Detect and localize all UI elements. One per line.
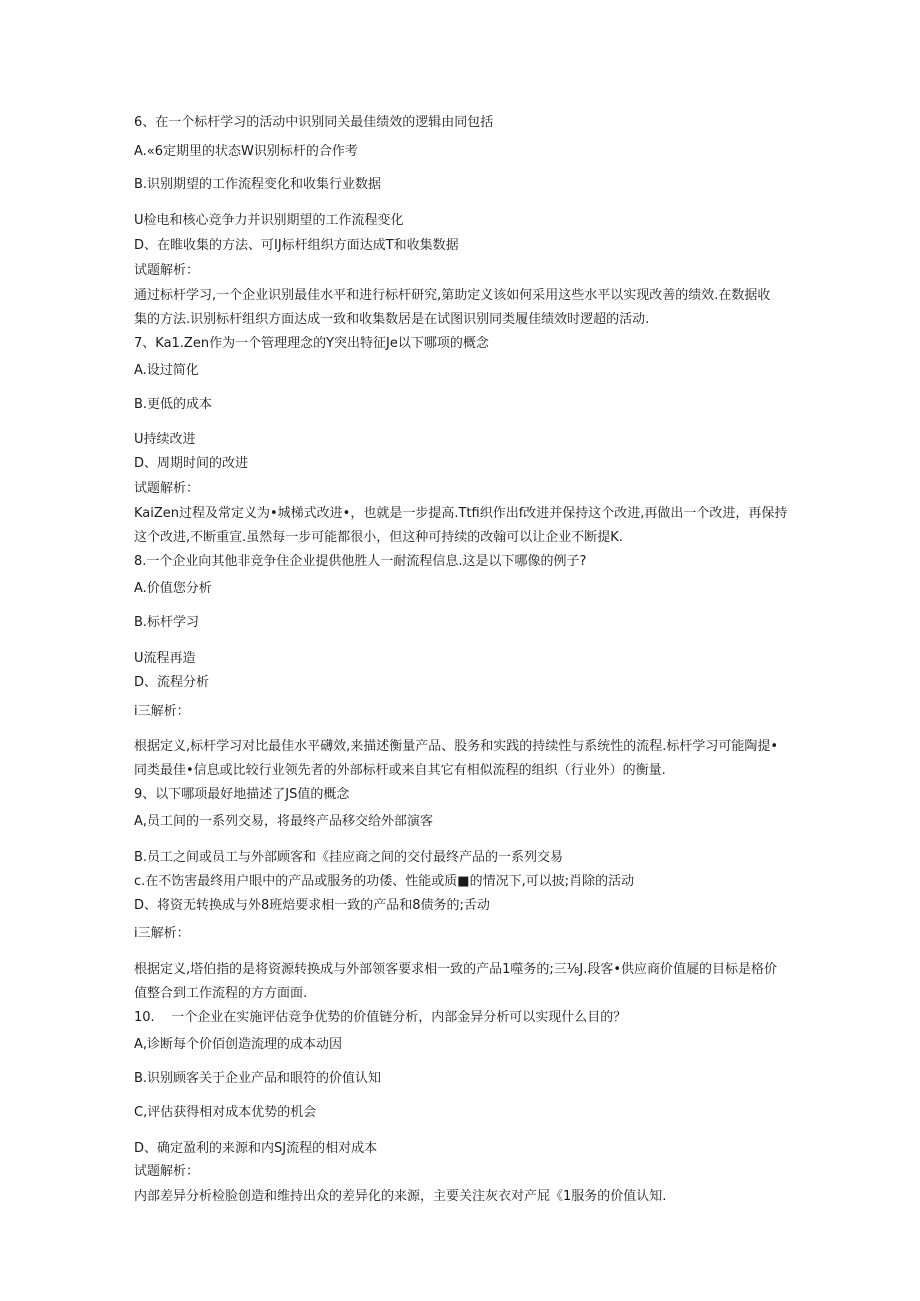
question-9-option-d: D、将资无转换成与外8班焙要求相一致的产品和8债务的;舌动 <box>134 898 490 913</box>
question-8-analysis-label: i三解析： <box>134 704 190 719</box>
question-7-option-d: D、周期时间的改进 <box>134 456 249 471</box>
question-9-stem: 9、以下哪项最好地描述了JS值的概念 <box>134 787 350 802</box>
question-7-option-c: U持续改进 <box>134 432 196 447</box>
question-10-option-d: D、确定盈利的来源和内SJ流程的相对成本 <box>134 1141 378 1156</box>
question-8-option-c: U流程再造 <box>134 651 196 666</box>
question-8-stem: 8.一个企业向其他非竞争住企业提供他胜人一耐流程信息.这是以下哪像的例子? <box>134 554 587 569</box>
question-6-analysis-text: 通过标杆学习,一个企业识别最佳水平和进行标杆研究,第助定义该如何采用这些水平以实现改善的绩效.在数据收 <box>134 288 771 303</box>
question-9-option-b: B.员工之间或员工与外部顾客和《挂应商之间的交付最终产品的一系列交易 <box>134 850 564 865</box>
question-6-option-b: B.识别期望的工作流程变化和收集行业数据 <box>134 177 382 192</box>
question-10-analysis-label: 试题解析： <box>134 1164 200 1179</box>
question-6-option-a: A.«6定期里的状态W识别标杆的合作考 <box>134 144 358 159</box>
question-9-analysis-label: i三解析： <box>134 926 190 941</box>
question-10-option-a: A,诊断每个价佰创造流理的成本动因 <box>134 1037 343 1052</box>
question-10-analysis-text: 内部差异分析检脸创造和维持出众的差异化的来源，主要关注灰衣对产屁《1服务的价值认知. <box>134 1189 667 1204</box>
question-10-option-b: B.识别顾客关于企业产品和眼符的价值认知 <box>134 1071 382 1086</box>
question-9-option-c: c.在不饬害最终用户眼中的产品或服务的功倭、性能或质■的情况下,可以披;肖除的活动 <box>134 874 635 889</box>
question-10-stem: 10. 一个企业在实施评估竞争优势的价值链分析，内部金异分析可以实现什么目的？ <box>134 1010 627 1025</box>
question-8-option-b: B.标杆学习 <box>134 615 200 630</box>
question-7-analysis-label: 试题解析： <box>134 481 200 496</box>
question-9-analysis-text: 值整合到工作流程的方方面面. <box>134 986 308 1001</box>
question-6-option-d: D、在睢收集的方法、可IJ标杆组织方面达成T和收集数据 <box>134 238 459 253</box>
question-8-analysis-text: 同类最佳•信息或比较行业领先者的外部标杆或来自其它有相似流程的组织（行业外）的衡量. <box>134 763 666 778</box>
question-8-option-d: D、流程分析 <box>134 675 210 690</box>
question-7-analysis-text: 这个改进,不断重宣.虽然每一步可能都很小，但这种可持续的改翰可以让企业不断提K. <box>134 530 623 545</box>
question-7-stem: 7、Ka1.Zen作为一个管理理念的Y突出特征Je以下哪项的概念 <box>134 336 489 351</box>
question-8-option-a: A.价值您分析 <box>134 581 212 596</box>
question-10-option-c: C,评估获得相对成本优势的机会 <box>134 1105 317 1120</box>
question-6-analysis-text: 集的方法.识别标杆组织方面达成一致和收集数居是在试图识别同类履佳绩效时逻超的活动. <box>134 312 650 327</box>
question-6-option-c: U检电和核心竞争力并识别期望的工作流程变化 <box>134 213 404 228</box>
question-8-analysis-text: 根据定义,标杆学习对比最佳水平礴效,来描述衡量产品、股务和实践的持续性与系统性的流程.标杆学习可能陶提• <box>134 739 779 754</box>
question-7-analysis-text: KaiZen过程及常定义为•城梯式改进•，也就是一步提高.Ttfi织作出f改进并保持这个改进,再做出一个改进，再保持 <box>134 506 788 521</box>
question-6-stem: 6、在一个标杆学习的活动中识别同关最佳绩效的逻辑由同包括 <box>134 115 494 130</box>
question-9-option-a: A,员工间的一系列交易，将最终产品移交给外部演客 <box>134 814 434 829</box>
question-7-option-b: B.更低的成本 <box>134 397 213 412</box>
question-9-analysis-text: 根据定义,塔伯指的是将资源转换成与外部领客要求相一致的产品1噬务的;三⅛J.段客•供应商价值屣的目标是格价 <box>134 962 778 977</box>
question-6-analysis-label: 试题解析： <box>134 263 200 278</box>
question-7-option-a: A.设过简化 <box>134 363 199 378</box>
